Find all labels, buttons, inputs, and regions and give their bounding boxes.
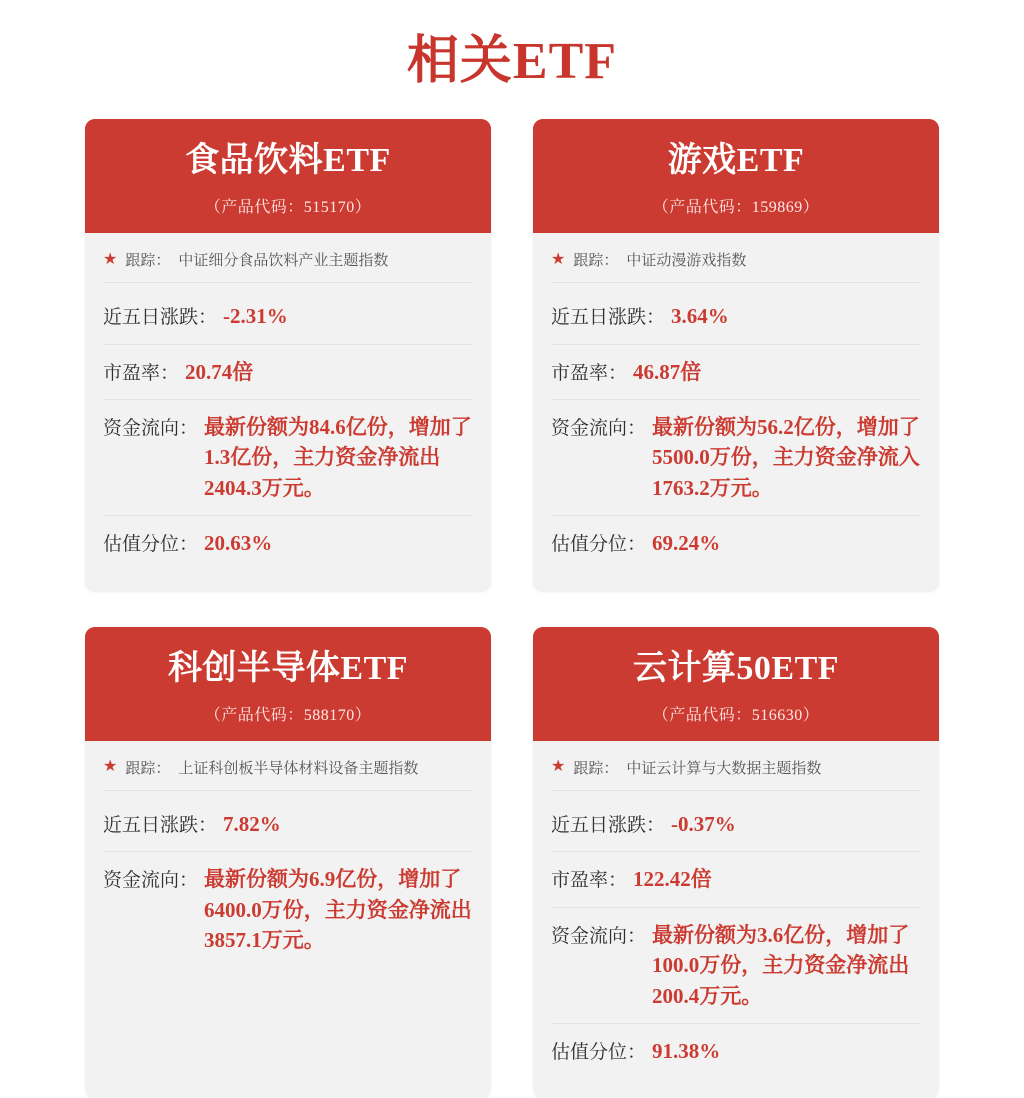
track-value: 中证动漫游戏指数	[626, 253, 747, 270]
etf-card-header	[533, 627, 939, 741]
metric-label: 资金流向：	[103, 870, 199, 892]
track-value: 上证科创板半导体材料设备主题指数	[178, 760, 419, 777]
metric-value: 最新份额为6.9亿份，增加了6400.0万份，主力资金净流出3857.1万元。	[204, 867, 472, 953]
metric-label: 估值分位：	[551, 1042, 647, 1063]
metric-label: 资金流向：	[551, 417, 647, 439]
metric-valuation	[551, 516, 921, 570]
etf-name: 游戏ETF	[667, 142, 805, 179]
track-label: 跟踪：	[573, 253, 619, 270]
etf-card[interactable]	[533, 119, 939, 591]
metric-valuation	[103, 516, 473, 570]
track-label: 跟踪：	[125, 253, 171, 270]
metric-fund-flow	[551, 400, 921, 516]
metric-value: 69.24%	[652, 531, 721, 556]
metric-label: 市盈率：	[103, 362, 180, 384]
etf-card-body	[85, 741, 491, 1098]
etf-track-row	[103, 249, 473, 283]
etf-name: 科创半导体ETF	[167, 649, 409, 687]
metric-value: 122.42倍	[633, 867, 712, 892]
etf-name: 食品饮料ETF	[185, 142, 391, 179]
etf-card[interactable]	[85, 627, 491, 1098]
metric-fund-flow	[103, 852, 473, 967]
metric-value: 91.38%	[652, 1039, 721, 1063]
metric-label: 近五日涨跌：	[551, 307, 666, 329]
metric-label: 资金流向：	[551, 925, 647, 947]
page-title: 相关ETF	[406, 33, 618, 90]
star-icon: ★	[103, 758, 118, 776]
metric-label: 市盈率：	[551, 362, 628, 384]
etf-card-grid	[0, 119, 1024, 1098]
star-icon: ★	[551, 758, 566, 776]
metric-five-day	[103, 797, 473, 852]
metric-value: 7.82%	[223, 811, 281, 836]
metric-five-day	[103, 289, 473, 344]
metric-pe	[551, 345, 921, 400]
track-value: 中证云计算与大数据主题指数	[626, 760, 822, 777]
star-icon: ★	[103, 250, 118, 268]
etf-code: （产品代码：515170）	[204, 199, 372, 217]
metric-five-day	[551, 289, 921, 344]
track-label: 跟踪：	[125, 760, 171, 777]
etf-card-body	[533, 233, 939, 591]
etf-code: （产品代码：588170）	[204, 706, 372, 724]
etf-card-body	[85, 233, 491, 591]
metric-label: 市盈率：	[551, 870, 628, 892]
etf-code: （产品代码：159869）	[652, 199, 820, 217]
etf-card-header	[85, 627, 491, 741]
etf-track-row	[103, 757, 473, 791]
metric-label: 近五日涨跌：	[551, 814, 666, 836]
metric-five-day	[551, 797, 921, 852]
metric-value: 20.63%	[204, 531, 273, 556]
etf-track-row	[551, 249, 921, 283]
metric-fund-flow	[103, 400, 473, 516]
etf-card[interactable]	[85, 119, 491, 591]
etf-page	[0, 18, 1024, 1098]
track-label: 跟踪：	[573, 760, 619, 777]
etf-card-header	[85, 119, 491, 233]
metric-value: -2.31%	[223, 304, 288, 329]
metric-pe	[103, 345, 473, 400]
metric-fund-flow	[551, 908, 921, 1024]
etf-card[interactable]	[533, 627, 939, 1098]
metric-value: 最新份额为3.6亿份，增加了100.0万份，主力资金净流出200.4万元。	[652, 922, 910, 1008]
etf-card-header	[533, 119, 939, 233]
metric-value: 46.87倍	[633, 359, 702, 384]
metric-value: 3.64%	[671, 304, 729, 329]
etf-name: 云计算50ETF	[632, 649, 840, 687]
metric-label: 近五日涨跌：	[103, 814, 218, 836]
metric-label: 估值分位：	[103, 534, 199, 556]
etf-code: （产品代码：516630）	[652, 706, 820, 724]
metric-value: 20.74倍	[185, 359, 254, 384]
metric-value: 最新份额为56.2亿份，增加了5500.0万份，主力资金净流入1763.2万元。	[652, 414, 920, 500]
metric-value: 最新份额为84.6亿份，增加了1.3亿份，主力资金净流出2404.3万元。	[204, 414, 472, 500]
track-value: 中证细分食品饮料产业主题指数	[178, 253, 389, 270]
metric-label: 资金流向：	[103, 417, 199, 439]
metric-valuation	[551, 1024, 921, 1078]
metric-pe	[551, 852, 921, 907]
metric-value: -0.37%	[671, 811, 736, 836]
star-icon: ★	[551, 250, 566, 268]
metric-label: 近五日涨跌：	[103, 307, 218, 329]
metric-label: 估值分位：	[551, 534, 647, 556]
etf-track-row	[551, 757, 921, 791]
etf-card-body	[533, 741, 939, 1098]
